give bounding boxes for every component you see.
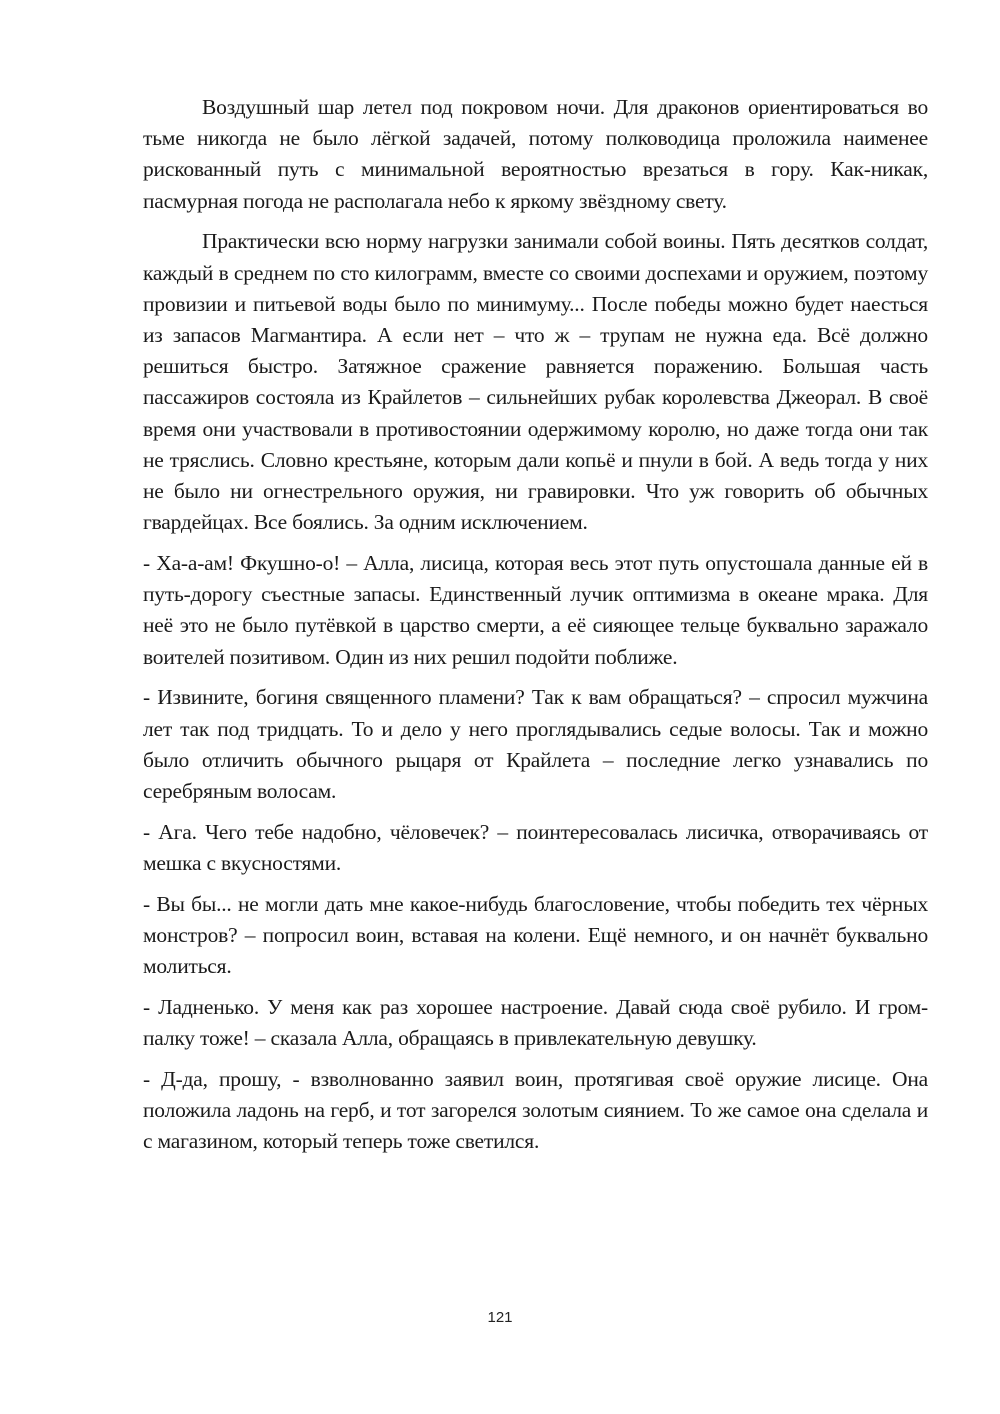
page-body xyxy=(143,92,928,1167)
paragraph: Воздушный шар летел под покровом ночи. Для драконов ориентироваться во тьме никогда не было лёгкой задачей, потому полководица проложила наименее рискованный путь с минимальной вероятностью врезаться в гору. Как-никак, пасмурная погода не располагала небо к яркому звёздному свету. xyxy=(143,95,928,213)
paragraph: - Ага. Чего тебе надобно, чёловечек? – поинтересовалась лисичка, отворачиваясь от мешка с вкусностями. xyxy=(143,819,928,876)
paragraph: - Д-да, прошу, - взволнованно заявил воин, протягивая своё оружие лисице. Она положила ладонь на герб, и тот загорелся золотым сиянием. То же самое она сделала и с магазином, который теперь тоже светился. xyxy=(143,1067,928,1154)
paragraph: - Вы бы... не могли дать мне какое-нибудь благословение, чтобы победить тех чёрных монстров? – попросил воин, вставая на колени. Ещё немного, и он начнёт буквально молиться. xyxy=(143,891,928,979)
paragraph: - Извините, богиня священного пламени? Так к вам обращаться? – спросил мужчина лет так под тридцать. То и дело у него проглядывались седые волосы. Так и можно было отличить обычного рыцаря от Крайлета – последние легко узнавались по серебряным волосам. xyxy=(143,685,928,804)
page-number: 121 xyxy=(487,1309,513,1326)
paragraph: - Ха-а-ам! Фкушно-о! – Алла, лисица, которая весь этот путь опустошала данные ей в путь-дорогу съестные запасы. Единственный лучик оптимизма в океане мрака. Для неё это не было путёвкой в царство смерти, а её сияющее тельце буквально заражало воителей позитивом. Один из них решил подойти поближе. xyxy=(143,551,928,669)
paragraph: Практически всю норму нагрузки занимали собой воины. Пять десятков солдат, каждый в среднем по сто килограмм, вместе со своими доспехами и оружием, поэтому провизии и питьевой воды было по минимуму... После победы можно будет наесться из запасов Магмантира. А если нет – что ж – трупам не нужна еда. Всё должно решиться быстро. Затяжное сражение равняется поражению. Большая часть пассажиров состояла из Крайлетов – сильнейших рубак королевства Джеорал. В своё время они участвовали в противостоянии одержимому королю, но даже тогда они так не тряслись. Словно крестьяне, которым дали копьё и пнули в бой. А ведь тогда у них не было ни огнестрельного оружия, ни гравировки. Что уж говорить об обычных гвардейцах. Все боялись. За одним исключением. xyxy=(143,229,928,535)
paragraph: - Ладненько. У меня как раз хорошее настроение. Давай сюда своё рубило. И гром-палку тоже! – сказала Алла, обращаясь в привлекательную девушку. xyxy=(143,995,928,1051)
